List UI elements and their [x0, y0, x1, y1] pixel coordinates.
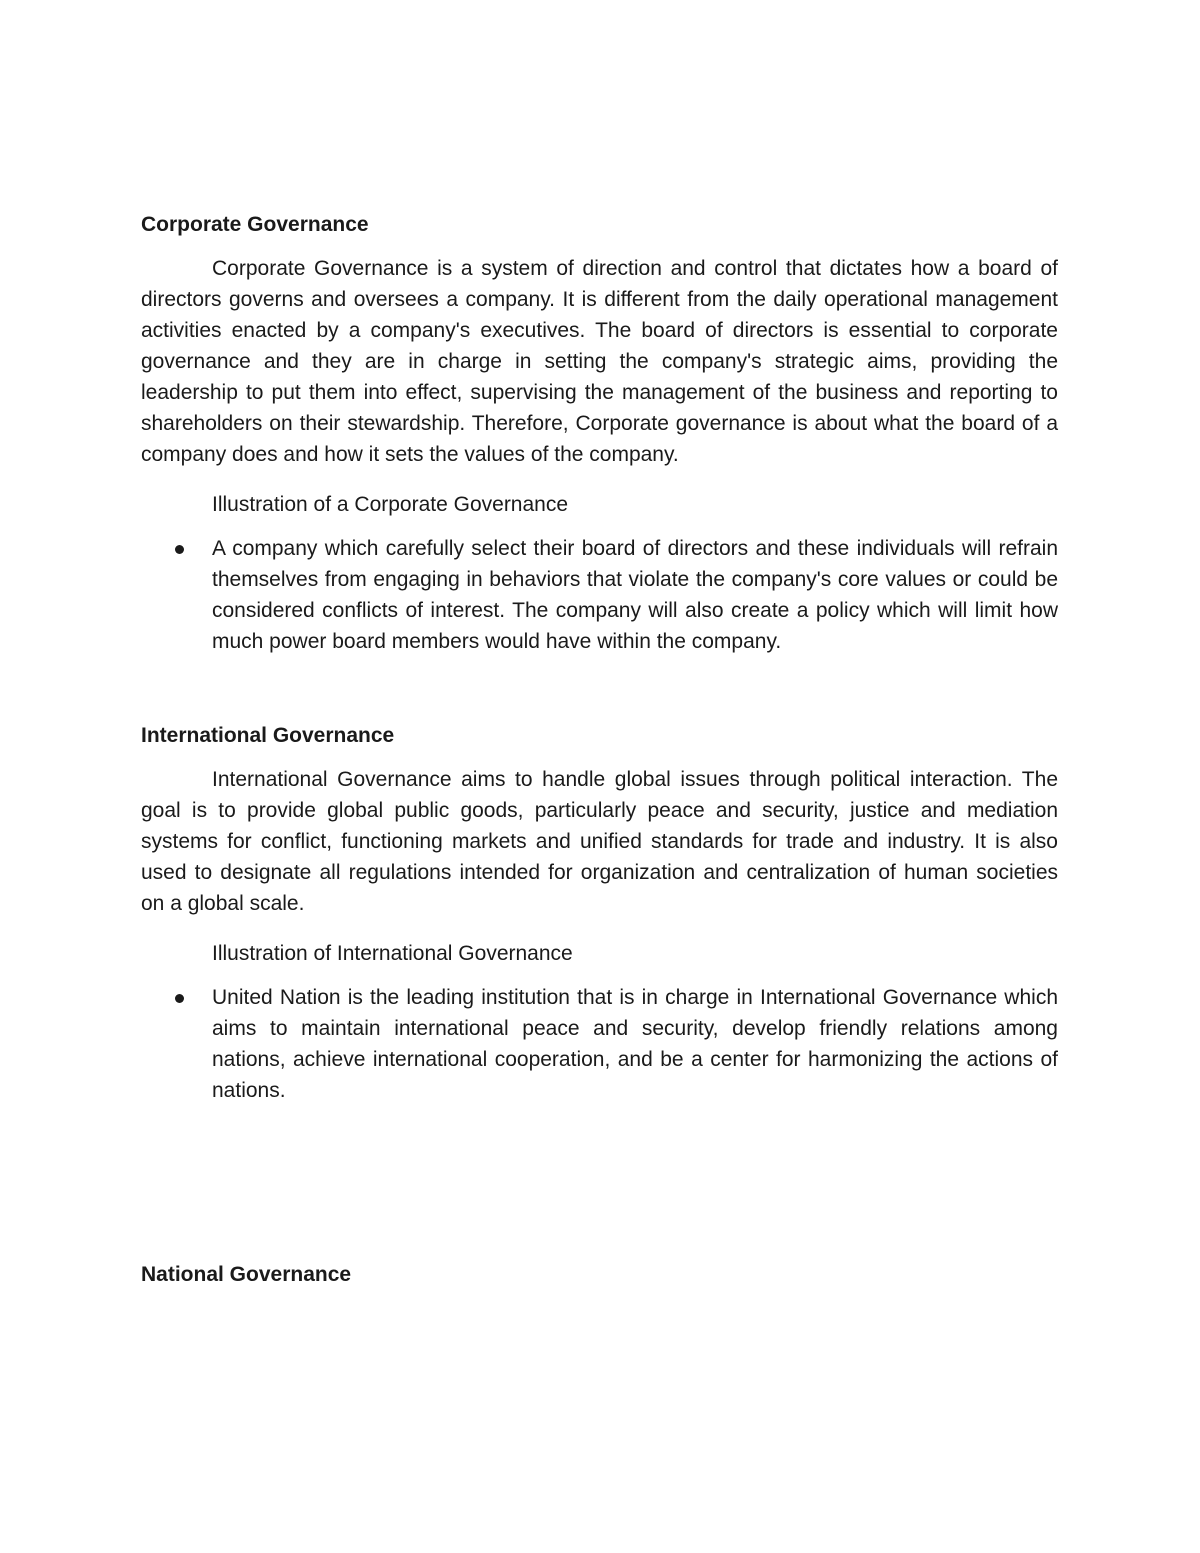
section-heading: International Governance [141, 724, 395, 747]
bullet-text: A company which carefully select their board of directors and these individuals will refrain themselves from engaging in behaviors that violate the company's core values or could be considered conflicts of interest. The company will also create a policy which will limit how much power board members would have within the company. [212, 537, 1058, 653]
bullet-icon [175, 545, 184, 554]
section-paragraph: International Governance aims to handle global issues through political interaction. The goal is to provide global public goods, particularly peace and security, justice and mediation systems for conflict, functioning markets and unified standards for trade and industry. It is also used to designate all regulations intended for organization and centralization of human societies on a global scale. [141, 768, 1058, 915]
bullet-text: United Nation is the leading institution that is in charge in International Governance which aims to maintain international peace and security, develop friendly relations among nations, achieve international cooperation, and be a center for harmonizing the actions of nations. [212, 986, 1058, 1102]
section-international-governance [141, 720, 1058, 1106]
bullet-list [141, 982, 1058, 1106]
illustration-title: Illustration of International Governance [212, 942, 573, 965]
section-national-governance [141, 1259, 1058, 1290]
section-heading: Corporate Governance [141, 213, 369, 236]
bullet-item [141, 982, 1058, 1106]
section-heading: National Governance [141, 1263, 352, 1286]
bullet-icon [175, 994, 184, 1003]
bullet-item [141, 533, 1058, 657]
bullet-list [141, 533, 1058, 657]
document-page [141, 209, 1058, 1290]
section-paragraph: Corporate Governance is a system of direction and control that dictates how a board of directors governs and oversees a company. It is different from the daily operational management activities enacted by a company's executives. The board of directors is essential to corporate governance and they are in charge in setting the company's strategic aims, providing the leadership to put them into effect, supervising the management of the business and reporting to shareholders on their stewardship. Therefore, Corporate governance is about what the board of a company does and how it sets the values of the company. [141, 257, 1058, 466]
section-corporate-governance [141, 209, 1058, 657]
illustration-title: Illustration of a Corporate Governance [212, 493, 569, 516]
